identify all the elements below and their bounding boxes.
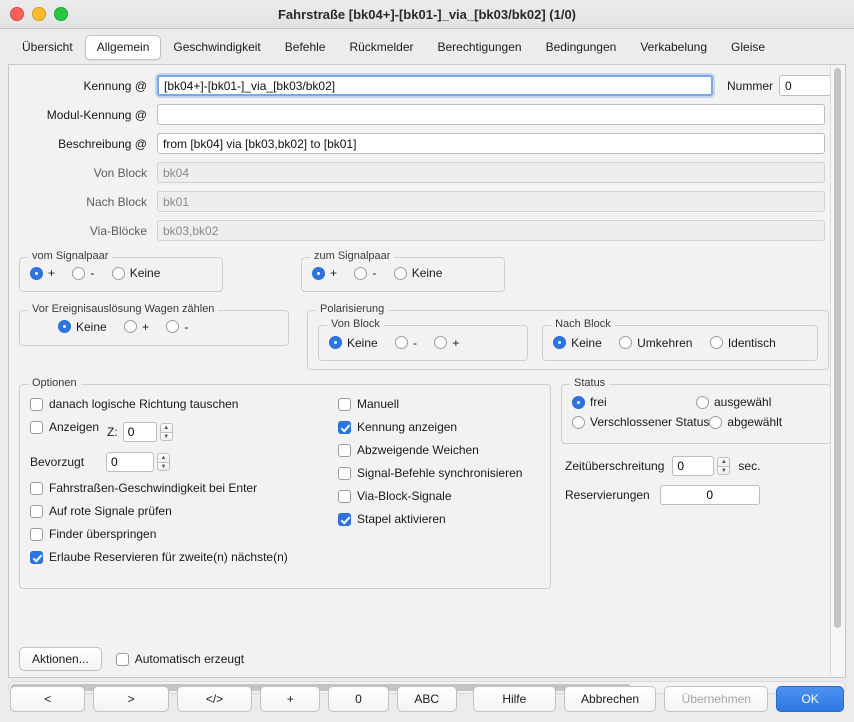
opt-z-label: Z: [107, 424, 118, 439]
nummer-label: Nummer [726, 78, 773, 93]
tab-befehle[interactable]: Befehle [284, 40, 326, 54]
opt-rote-signale-pruefen[interactable] [30, 504, 308, 518]
wagen-zaehlen-keine-label: Keine [76, 319, 107, 334]
radio-icon [329, 336, 342, 349]
wagen-zaehlen-group [19, 302, 289, 346]
opt-via-block-signale[interactable] [338, 489, 522, 503]
beschreibung-input[interactable] [157, 133, 825, 154]
status-ausgewaehlt[interactable] [696, 395, 820, 409]
checkbox-icon [30, 505, 43, 518]
status-row-1 [572, 395, 820, 409]
checkbox-icon [338, 398, 351, 411]
tab-allgemein[interactable]: Allgemein [85, 35, 162, 60]
radio-icon [112, 267, 125, 280]
beschreibung-label: Beschreibung @ [58, 136, 147, 151]
reservierungen-input[interactable] [660, 485, 760, 505]
opt-kennung-anzeigen-label: Kennung anzeigen [357, 420, 458, 434]
checkbox-icon [338, 444, 351, 457]
opt-z-input[interactable] [123, 422, 157, 442]
zero-button[interactable]: 0 [328, 686, 388, 712]
polarisierung-nach-block-legend: Nach Block [551, 318, 615, 330]
prev-button[interactable]: < [10, 686, 85, 712]
opt-rote-signale-pruefen-label: Auf rote Signale prüfen [49, 504, 172, 518]
vom-signalpaar-minus[interactable] [72, 266, 94, 280]
ok-button[interactable]: OK [776, 686, 844, 712]
wagen-zaehlen-plus[interactable] [124, 320, 149, 334]
stepper-up-icon[interactable]: ▲ [157, 453, 170, 462]
radio-icon [124, 320, 137, 333]
checkbox-icon [30, 551, 43, 564]
radio-icon [709, 416, 722, 429]
vom-signalpaar-plus[interactable] [30, 266, 55, 280]
tab-uebersicht[interactable]: Übersicht [22, 40, 73, 54]
optionen-column-1 [30, 397, 322, 573]
signalpaar-area [19, 250, 831, 292]
status-abgewaehlt-label: abgewählt [727, 415, 783, 429]
von-block-label: Von Block [93, 165, 147, 180]
tab-berechtigungen[interactable]: Berechtigungen [437, 40, 522, 54]
checkbox-icon [30, 421, 43, 434]
reservierungen-row [565, 485, 831, 505]
radio-icon [434, 336, 447, 349]
opt-stapel-aktivieren[interactable] [338, 512, 522, 526]
zum-signalpaar-plus[interactable] [312, 266, 337, 280]
aktionen-button[interactable]: Aktionen... [19, 647, 102, 671]
zum-signalpaar-keine-label: Keine [411, 266, 443, 280]
maximize-button-icon[interactable] [54, 7, 68, 21]
stepper-down-icon[interactable]: ▼ [717, 466, 730, 475]
pol-nach-umkehren[interactable] [619, 336, 692, 350]
status-column [561, 377, 831, 589]
zeituberschreitung-input[interactable] [672, 456, 714, 476]
window-controls[interactable] [0, 7, 68, 21]
pol-von-plus[interactable] [434, 336, 459, 350]
status-group [561, 377, 831, 444]
checkbox-icon [338, 490, 351, 503]
vom-signalpaar-keine-label: Keine [129, 266, 161, 280]
opt-abzweigende-weichen[interactable] [338, 443, 522, 457]
polarisierung-group [307, 302, 829, 371]
nummer-input[interactable] [779, 75, 831, 96]
status-abgewaehlt[interactable] [709, 415, 820, 429]
radio-icon [395, 336, 408, 349]
opt-manuell[interactable] [338, 397, 522, 411]
vom-signalpaar-plus-label: + [48, 266, 56, 280]
pol-nach-identisch-label: Identisch [727, 335, 776, 350]
vom-signalpaar-legend: vom Signalpaar [28, 250, 112, 262]
modul-kennung-label: Modul-Kennung @ [46, 107, 147, 122]
stepper-down-icon[interactable]: ▼ [157, 462, 170, 471]
next-button[interactable]: > [93, 686, 168, 712]
allgemein-panel [8, 64, 846, 678]
opt-anzeigen-row [30, 420, 322, 443]
pol-nach-umkehren-label: Umkehren [637, 335, 693, 350]
optionen-group [19, 377, 551, 589]
wagen-zaehlen-minus-label: - [184, 319, 189, 334]
pol-nach-keine[interactable] [553, 336, 602, 350]
pol-von-minus-label: - [413, 335, 418, 350]
zum-signalpaar-minus-label: - [372, 266, 377, 280]
status-verschlossen[interactable] [572, 415, 709, 429]
radio-icon [619, 336, 632, 349]
opt-z-stepper[interactable] [160, 423, 173, 441]
wagen-zaehlen-plus-label: + [142, 319, 150, 334]
via-bloecke-label: Via-Blöcke [89, 223, 147, 238]
opt-finder-ueberspringen-label: Finder überspringen [49, 527, 157, 541]
opt-stapel-aktivieren-label: Stapel aktivieren [357, 512, 446, 526]
radio-icon [553, 336, 566, 349]
vom-signalpaar-minus-label: - [90, 266, 95, 280]
opt-manuell-label: Manuell [357, 397, 400, 411]
opt-fahrstrassen-geschwindigkeit[interactable] [30, 481, 308, 495]
opt-kennung-anzeigen[interactable] [338, 420, 522, 434]
opt-bevorzugt-input[interactable] [106, 452, 154, 472]
opt-bevorzugt-stepper[interactable] [157, 453, 170, 471]
opt-fahrstrassen-geschwindigkeit-label: Fahrstraßen-Geschwindigkeit bei Enter [49, 481, 258, 495]
status-frei[interactable] [572, 395, 696, 409]
status-row-2 [572, 415, 820, 429]
zum-signalpaar-plus-label: + [330, 266, 338, 280]
abc-button[interactable]: ABC [397, 686, 457, 712]
opt-via-block-signale-label: Via-Block-Signale [357, 489, 452, 503]
wagen-zaehlen-legend: Vor Ereignisauslösung Wagen zählen [28, 303, 218, 315]
window-title: Fahrstraße [bk04+]-[bk01-]_via_[bk03/bk02] (1/0) [277, 6, 577, 22]
radio-icon [312, 267, 325, 280]
tab-geschwindigkeit[interactable]: Geschwindigkeit [173, 40, 261, 54]
tab-bedingungen[interactable]: Bedingungen [545, 40, 617, 54]
radio-icon [166, 320, 179, 333]
nach-block-row [19, 191, 831, 212]
polarisierung-von-block-group [318, 317, 528, 362]
window-titlebar [0, 0, 854, 29]
optionen-status-area [19, 377, 831, 589]
polarisierung-von-block-legend: Von Block [327, 318, 384, 330]
zeituberschreitung-row [565, 456, 831, 476]
modul-kennung-input[interactable] [157, 104, 825, 125]
nach-block-input [157, 191, 825, 212]
opt-bevorzugt-label: Bevorzugt [30, 455, 85, 469]
wagen-polarisierung-area [19, 302, 831, 371]
radio-icon [354, 267, 367, 280]
tab-verkabelung[interactable]: Verkabelung [640, 40, 708, 54]
radio-icon [696, 396, 709, 409]
status-ausgewaehlt-label: ausgewähl [714, 395, 772, 409]
radio-icon [572, 416, 585, 429]
radio-icon [572, 396, 585, 409]
abbrechen-button[interactable]: Abbrechen [564, 686, 657, 712]
tab-gleise[interactable]: Gleise [731, 40, 766, 54]
pol-von-plus-label: + [452, 335, 460, 350]
zeituberschreitung-unit: sec. [738, 459, 761, 473]
stepper-down-icon[interactable]: ▼ [160, 432, 173, 441]
radio-icon [58, 320, 71, 333]
polarisierung-legend: Polarisierung [316, 303, 388, 315]
optionen-legend: Optionen [28, 377, 81, 389]
pol-nach-keine-label: Keine [571, 335, 602, 350]
tab-rueckmelder[interactable]: Rückmelder [349, 40, 414, 54]
vom-signalpaar-group [19, 250, 223, 292]
checkbox-icon [116, 653, 129, 666]
von-block-input [157, 162, 825, 183]
status-verschlossen-label: Verschlossener Status [590, 415, 710, 429]
opt-richtung-tauschen-label: danach logische Richtung tauschen [49, 397, 239, 411]
reservierungen-label: Reservierungen [565, 488, 650, 502]
opt-abzweigende-weichen-label: Abzweigende Weichen [357, 443, 479, 457]
automatisch-erzeugt-label: Automatisch erzeugt [134, 652, 245, 666]
opt-anzeigen-label: Anzeigen [49, 420, 100, 434]
via-bloecke-row [19, 220, 831, 241]
opt-finder-ueberspringen[interactable] [30, 527, 308, 541]
opt-signal-befehle-sync-label: Signal-Befehle synchronisieren [357, 466, 523, 480]
opt-erlaube-reservieren[interactable] [30, 550, 308, 564]
von-block-row [19, 162, 831, 183]
nach-block-label: Nach Block [86, 194, 147, 209]
pol-von-keine-label: Keine [347, 335, 378, 350]
checkbox-icon [30, 528, 43, 541]
beschreibung-row [19, 133, 831, 154]
zum-signalpaar-minus[interactable] [354, 266, 376, 280]
opt-anzeigen[interactable] [30, 420, 99, 434]
panel-vertical-scrollbar[interactable] [830, 66, 844, 676]
radio-icon [394, 267, 407, 280]
tab-bar [0, 29, 854, 60]
panel-bottom-bar [19, 647, 829, 671]
pol-von-keine[interactable] [329, 336, 378, 350]
kennung-input[interactable] [157, 75, 713, 96]
dialog-footer [0, 686, 854, 712]
kennung-row [19, 75, 831, 96]
automatisch-erzeugt-checkbox[interactable] [116, 652, 244, 666]
checkbox-icon [338, 513, 351, 526]
vom-signalpaar-keine[interactable] [112, 266, 161, 280]
optionen-column-2 [338, 397, 536, 573]
radio-icon [30, 267, 43, 280]
pol-nach-identisch[interactable] [710, 336, 776, 350]
hilfe-button[interactable]: Hilfe [473, 686, 556, 712]
polarisierung-nach-block-group [542, 317, 818, 362]
ubernehmen-button[interactable]: Übernehmen [664, 686, 768, 712]
opt-signal-befehle-sync[interactable] [338, 466, 522, 480]
checkbox-icon [338, 467, 351, 480]
modul-kennung-row [19, 104, 831, 125]
minimize-button-icon[interactable] [32, 7, 46, 21]
wagen-zaehlen-keine[interactable] [58, 320, 107, 334]
via-bloecke-input [157, 220, 825, 241]
checkbox-icon [338, 421, 351, 434]
opt-erlaube-reservieren-label: Erlaube Reservieren für zweite(n) nächste(n) [49, 550, 288, 564]
zum-signalpaar-keine[interactable] [394, 266, 443, 280]
opt-bevorzugt-row [30, 452, 322, 472]
scrollbar-thumb[interactable] [834, 68, 841, 628]
zeituberschreitung-label: Zeitüberschreitung [565, 459, 665, 473]
code-button[interactable]: </> [177, 686, 252, 712]
zum-signalpaar-group [301, 250, 505, 292]
zeituberschreitung-stepper[interactable] [717, 457, 730, 475]
status-legend: Status [570, 377, 609, 389]
opt-richtung-tauschen[interactable] [30, 397, 308, 411]
close-button-icon[interactable] [10, 7, 24, 21]
kennung-label: Kennung @ [83, 78, 147, 93]
checkbox-icon [30, 482, 43, 495]
stepper-up-icon[interactable]: ▲ [717, 457, 730, 466]
radio-icon [710, 336, 723, 349]
plus-button[interactable]: + [260, 686, 320, 712]
checkbox-icon [30, 398, 43, 411]
wagen-zaehlen-minus[interactable] [166, 320, 188, 334]
status-frei-label: frei [590, 395, 607, 409]
stepper-up-icon[interactable]: ▲ [160, 423, 173, 432]
zum-signalpaar-legend: zum Signalpaar [310, 250, 394, 262]
pol-von-minus[interactable] [395, 336, 417, 350]
radio-icon [72, 267, 85, 280]
